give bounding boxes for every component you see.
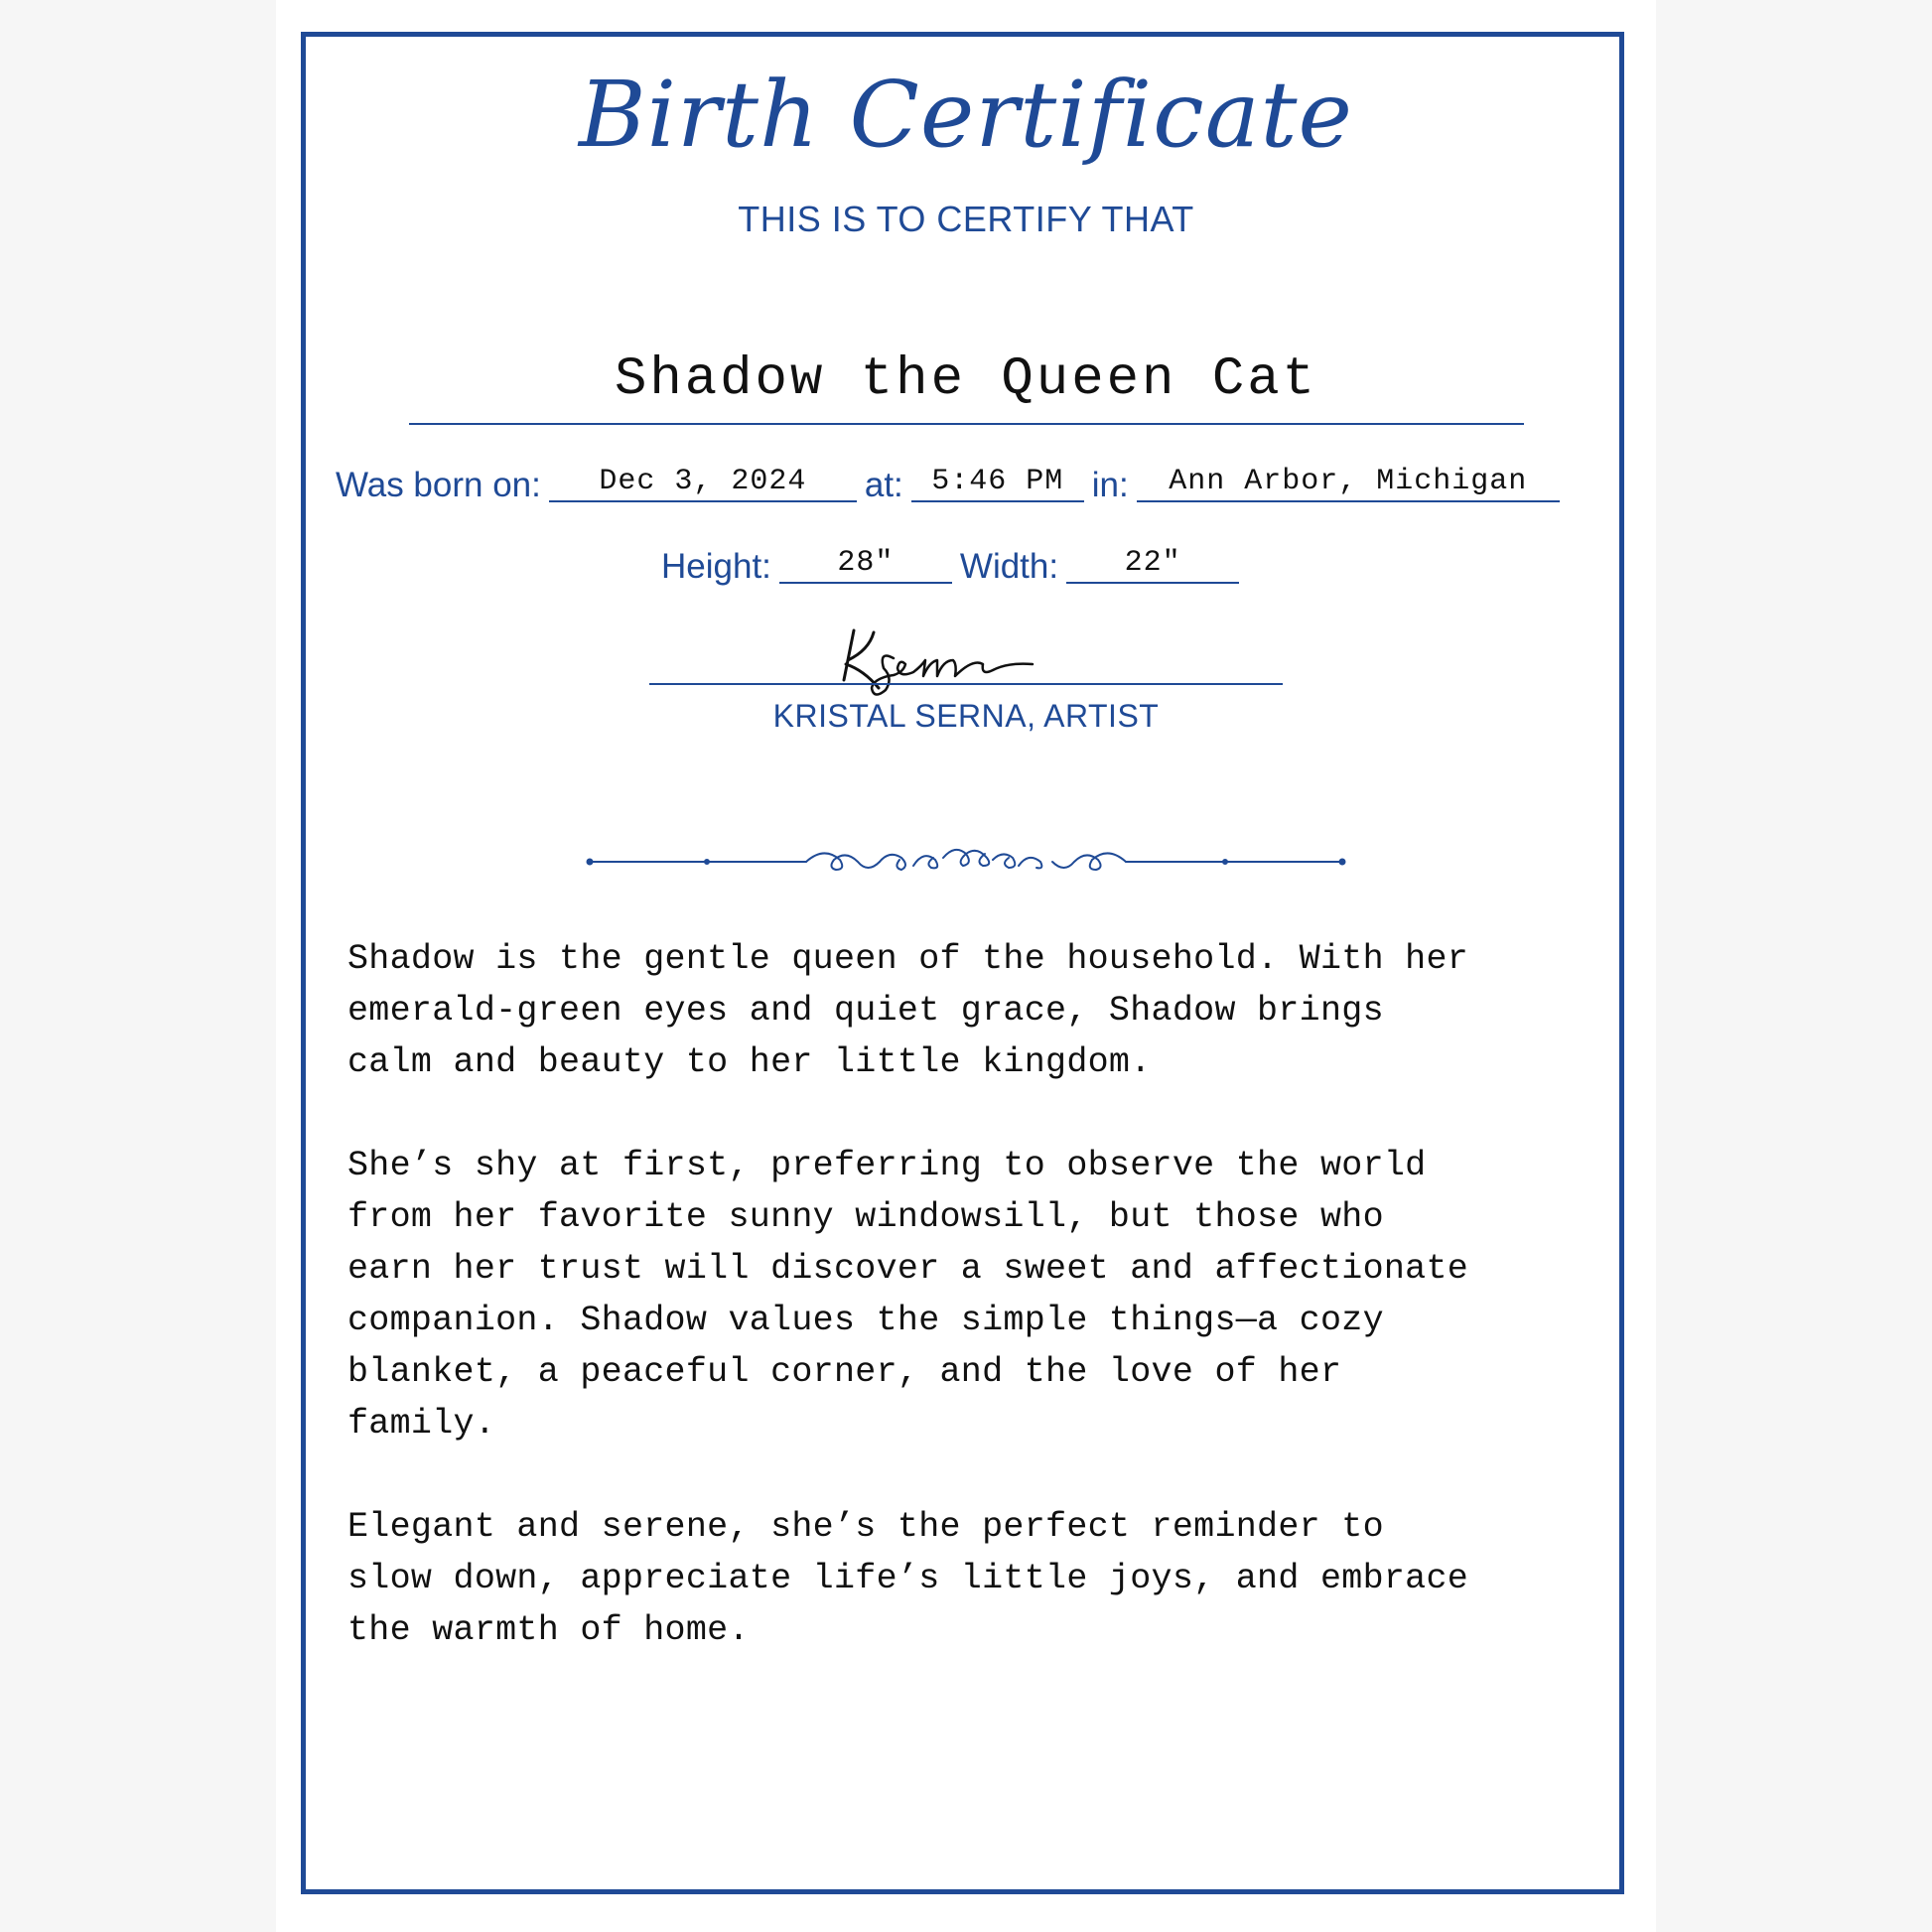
description-text <box>347 933 1598 1708</box>
in-label: in: <box>1091 466 1129 504</box>
width-field: 22" <box>1066 548 1239 584</box>
artist-signature <box>834 621 1052 700</box>
at-label: at: <box>864 466 903 504</box>
born-date-field: Dec 3, 2024 <box>549 467 857 502</box>
place-field: Ann Arbor, Michigan <box>1137 467 1560 502</box>
description-paragraph: Shadow is the gentle queen of the household. With her emerald-green eyes and quiet grace, Shadow brings calm and beauty to her little kingdom. <box>347 939 1469 1082</box>
signature-line <box>649 683 1283 685</box>
height-field: 28" <box>779 548 952 584</box>
certify-subtitle: THIS IS TO CERTIFY THAT <box>738 199 1194 239</box>
born-label: Was born on: <box>336 466 541 504</box>
birth-details-row <box>336 467 1568 502</box>
certificate-title: Birth Certificate <box>579 62 1353 168</box>
cat-name: Shadow the Queen Cat <box>614 349 1318 410</box>
ornamental-divider <box>586 836 1346 888</box>
size-row <box>661 548 1247 584</box>
description-paragraph: She’s shy at first, preferring to observe the world from her favorite sunny windowsill, but those who earn her trust will discover a sweet and affectionate companion. Shadow values the simple things—a cozy blanket, a peaceful corner, and the love of her family. <box>347 1146 1469 1444</box>
artist-name: KRISTAL SERNA, ARTIST <box>772 698 1160 734</box>
width-label: Width: <box>959 547 1059 586</box>
description-paragraph: Elegant and serene, she’s the perfect reminder to slow down, appreciate life’s little joys, and embrace the warmth of home. <box>347 1507 1469 1650</box>
time-field: 5:46 PM <box>911 467 1084 502</box>
name-underline <box>409 423 1524 425</box>
height-label: Height: <box>661 547 771 586</box>
